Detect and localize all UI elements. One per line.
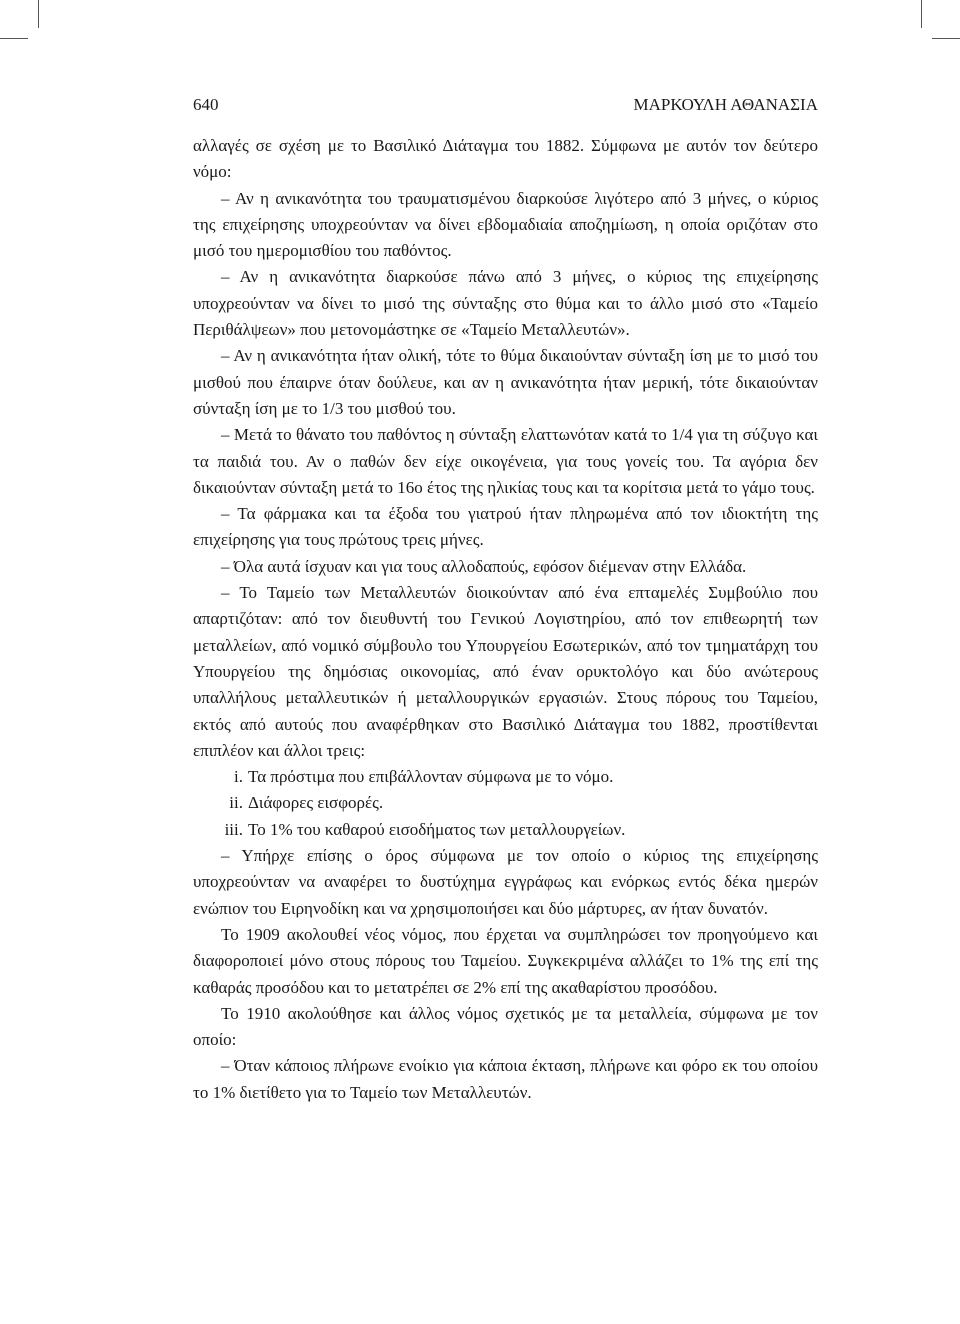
page-body bbox=[193, 133, 818, 1106]
page-number: 640 bbox=[193, 95, 219, 114]
paragraph: – Αν η ανικανότητα του τραυματισμένου διαρκούσε λιγότερο από 3 μήνες, ο κύριος της επιχείρησης υποχρεούνταν να δίνει εβδομαδιαία αποζημίωση, η οποία οριζόταν στο μισό του ημερομισθίου του παθόντος. bbox=[193, 188, 818, 261]
paragraph: – Τα φάρμακα και τα έξοδα του γιατρού ήταν πληρωμένα από τον ιδιοκτήτη της επιχείρησης για τους πρώτους τρεις μήνες. bbox=[193, 504, 818, 550]
crop-mark-top-left-horizontal bbox=[0, 38, 28, 39]
list-item-text: Το 1% του καθαρού εισοδήματος των μεταλλουργείων. bbox=[248, 819, 626, 839]
list-item bbox=[193, 817, 818, 843]
paragraph: – Όλα αυτά ίσχυαν και για τους αλλοδαπούς, εφόσον διέμεναν στην Ελλάδα. bbox=[221, 556, 747, 576]
paragraph: – Μετά το θάνατο του παθόντος η σύνταξη ελαττωνόταν κατά το 1/4 για τη σύζυγο και τα παιδιά του. Αν ο παθών δεν είχε οικογένεια, για τους γονείς του. Τα αγόρια δεν δικαιούνταν σύνταξη μετά το 16ο έτος της ηλικίας τους και τα κορίτσια μετά το γάμο τους. bbox=[193, 425, 818, 497]
author-name: ΜΑΡΚΟΥΛΗ ΑΘΑΝΑΣΙΑ bbox=[633, 95, 818, 114]
running-header bbox=[193, 95, 818, 115]
list-item-number: iii. bbox=[224, 819, 243, 839]
paragraph: – Αν η ανικανότητα ήταν ολική, τότε το θύμα δικαιούνταν σύνταξη ίση με το μισό του μισθού που έπαιρνε όταν δούλευε, και αν η ανικανότητα ήταν μερική, τότε δικαιούνταν σύνταξη ίση με το 1/3 του μισθού του. bbox=[193, 346, 818, 418]
paragraph: Το 1909 ακολουθεί νέος νόμος, που έρχεται να συμπληρώσει τον προηγούμενο και διαφοροποιεί μόνο στους πόρους του Ταμείου. Συγκεκριμένα αλλάζει το 1% της επί της καθαράς προσόδου και το μετατρέπει σε 2% επί της ακαθαρίστου προσόδου. bbox=[193, 924, 818, 997]
paragraph: Το 1910 ακολούθησε και άλλος νόμος σχετικός με τα μεταλλεία, σύμφωνα με τον οποίο: bbox=[193, 1003, 818, 1050]
paragraph: αλλαγές σε σχέση με το Βασιλικό Διάταγμα του 1882. Σύμφωνα με αυτόν τον δεύτερο νόμο: bbox=[193, 136, 818, 182]
paragraph: – Αν η ανικανότητα διαρκούσε πάνω από 3 μήνες, ο κύριος της επιχείρησης υποχρεούνταν να δίνει το μισό της σύνταξης στο θύμα και το άλλο μισό στο «Ταμείο Περιθάλψεων» που μετονομάστηκε σε «Ταμείο Μεταλλευτών». bbox=[193, 267, 818, 340]
list-item-text: Διάφορες εισφορές. bbox=[248, 793, 384, 813]
list-item bbox=[193, 790, 818, 816]
list-item bbox=[193, 764, 818, 790]
list-item-number: i. bbox=[234, 767, 243, 787]
crop-mark-top-right-horizontal bbox=[932, 38, 960, 39]
paragraph: – Όταν κάποιος πλήρωνε ενοίκιο για κάποια έκταση, πλήρωνε και φόρο εκ του οποίου το 1% διετίθετο για το Ταμείο των Μεταλλευτών. bbox=[193, 1056, 818, 1102]
crop-mark-top-left-vertical bbox=[38, 0, 39, 28]
list-item-text: Τα πρόστιμα που επιβάλλονταν σύμφωνα με το νόμο. bbox=[248, 767, 614, 787]
paragraph: – Το Ταμείο των Μεταλλευτών διοικούνταν από ένα επταμελές Συμβούλιο που απαρτιζόταν: από τον διευθυντή του Γενικού Λογιστηρίου, από τον επιθεωρητή των μεταλλείων, από νομικό σύμβουλο του Υπουργείου Εσωτερικών, από τον τμηματάρχη του Υπουργείου της δημόσιας οικονομίας, από έναν ορυκτολόγο και δύο ανώτερους υπαλλήλους μεταλλευτικών ή μεταλλουργικών εργασιών. Στους πόρους του Ταμείου, εκτός από αυτούς που αναφέρθηκαν στο Βασιλικό Διάταγμα του 1882, προστίθενται επιπλέον και άλλοι τρεις: bbox=[193, 583, 818, 760]
crop-mark-top-right-vertical bbox=[921, 0, 922, 28]
paragraph: – Υπήρχε επίσης ο όρος σύμφωνα με τον οποίο ο κύριος της επιχείρησης υποχρεούνταν να αναφέρει το δυστύχημα εγγράφως και ενόρκως εντός δέκα ημερών ενώπιον του Ειρηνοδίκη και να χρησιμοποιήσει και δύο μάρτυρες, αν ήταν δυνατόν. bbox=[193, 846, 818, 918]
list-item-number: ii. bbox=[229, 793, 243, 813]
